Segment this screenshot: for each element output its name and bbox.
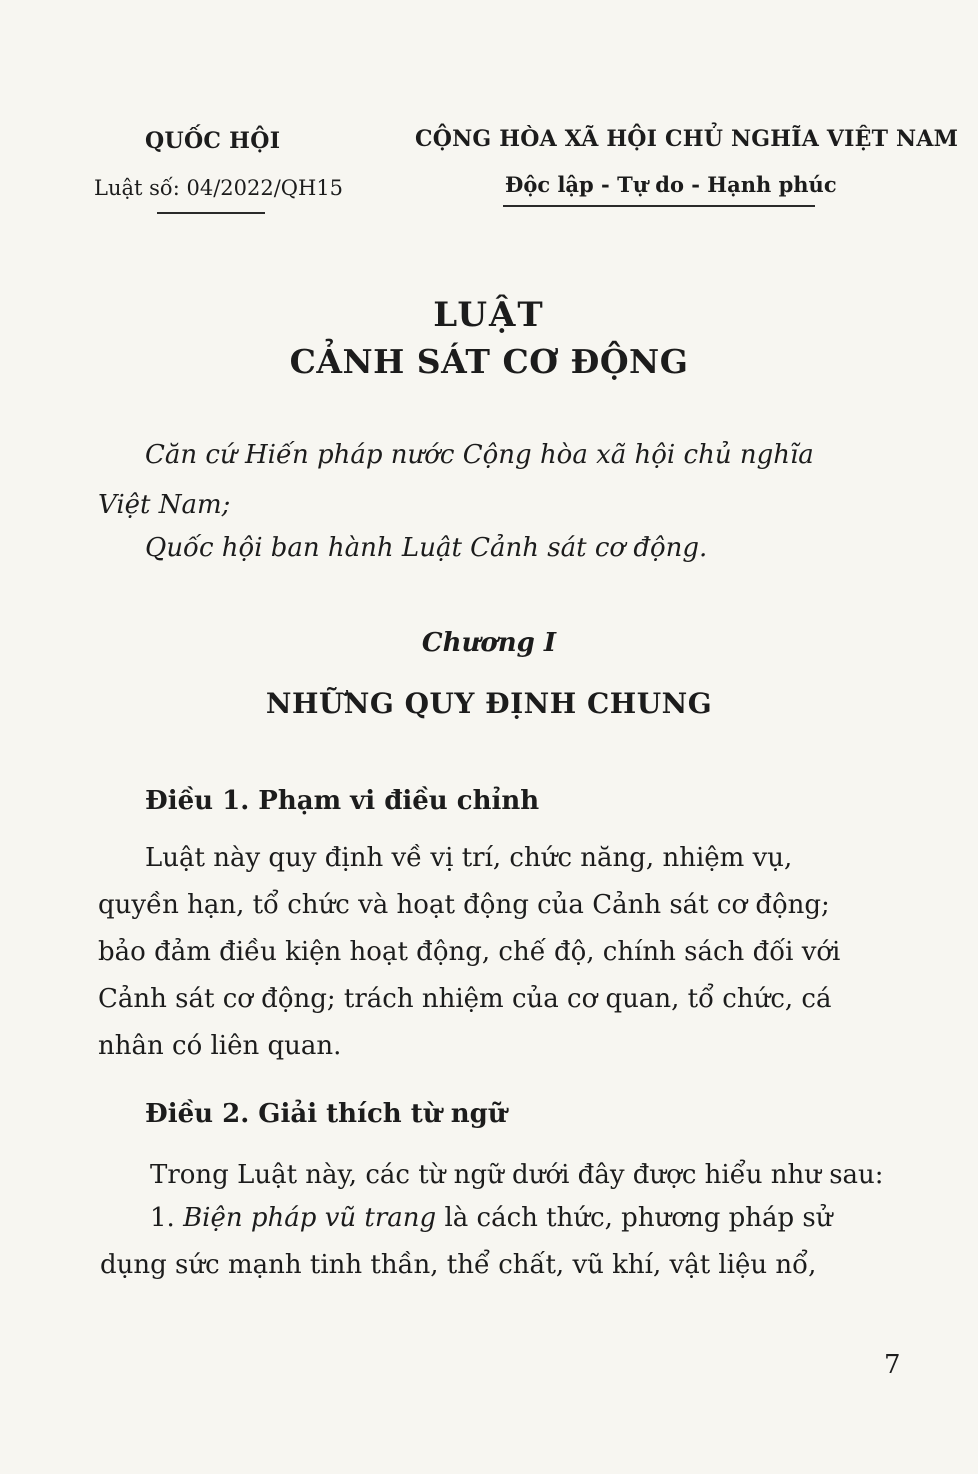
country-heading: CỘNG HÒA XÃ HỘI CHỦ NGHĨA VIỆT NAM xyxy=(415,126,959,152)
preamble-line: Quốc hội ban hành Luật Cảnh sát cơ động. xyxy=(145,533,708,563)
chapter-number: Chương I xyxy=(421,628,557,658)
national-motto: Độc lập - Tự do - Hạnh phúc xyxy=(505,172,837,197)
item-number: 1. xyxy=(150,1203,175,1233)
law-title-name: CẢNH SÁT CƠ ĐỘNG xyxy=(289,342,689,381)
preamble-line: Căn cứ Hiến pháp nước Cộng hòa xã hội chủ nghĩa xyxy=(145,440,814,470)
item-text: là cách thức, phương pháp sử xyxy=(444,1203,833,1233)
chapter-title: NHỮNG QUY ĐỊNH CHUNG xyxy=(265,687,713,720)
article-1-text-line: quyền hạn, tổ chức và hoạt động của Cảnh sát cơ động; xyxy=(98,890,830,920)
law-number: Luật số: 04/2022/QH15 xyxy=(94,176,344,200)
article-1-text-line: nhân có liên quan. xyxy=(98,1031,342,1061)
article-1-text-line: bảo đảm điều kiện hoạt động, chế độ, chính sách đối với xyxy=(98,937,841,967)
article-2-heading: Điều 2. Giải thích từ ngữ xyxy=(145,1099,507,1129)
preamble-line: Việt Nam; xyxy=(98,490,231,520)
motto-underline xyxy=(503,205,815,207)
article-1-text-line: Cảnh sát cơ động; trách nhiệm của cơ quan, tổ chức, cá xyxy=(98,984,832,1014)
article-2-item-1-continuation: dụng sức mạnh tinh thần, thể chất, vũ khí, vật liệu nổ, xyxy=(100,1250,817,1280)
page-number: 7 xyxy=(884,1350,901,1380)
law-title-type: LUẬT xyxy=(433,295,545,335)
issuer-heading: QUỐC HỘI xyxy=(145,128,281,154)
article-1-heading: Điều 1. Phạm vi điều chỉnh xyxy=(145,786,540,816)
article-1-text-line: Luật này quy định về vị trí, chức năng, nhiệm vụ, xyxy=(145,843,793,873)
article-2-intro: Trong Luật này, các từ ngữ dưới đây được hiểu như sau: xyxy=(150,1160,884,1190)
issuer-underline xyxy=(157,212,265,214)
defined-term: Biện pháp vũ trang xyxy=(183,1203,437,1233)
article-2-item-1 xyxy=(150,1203,833,1233)
